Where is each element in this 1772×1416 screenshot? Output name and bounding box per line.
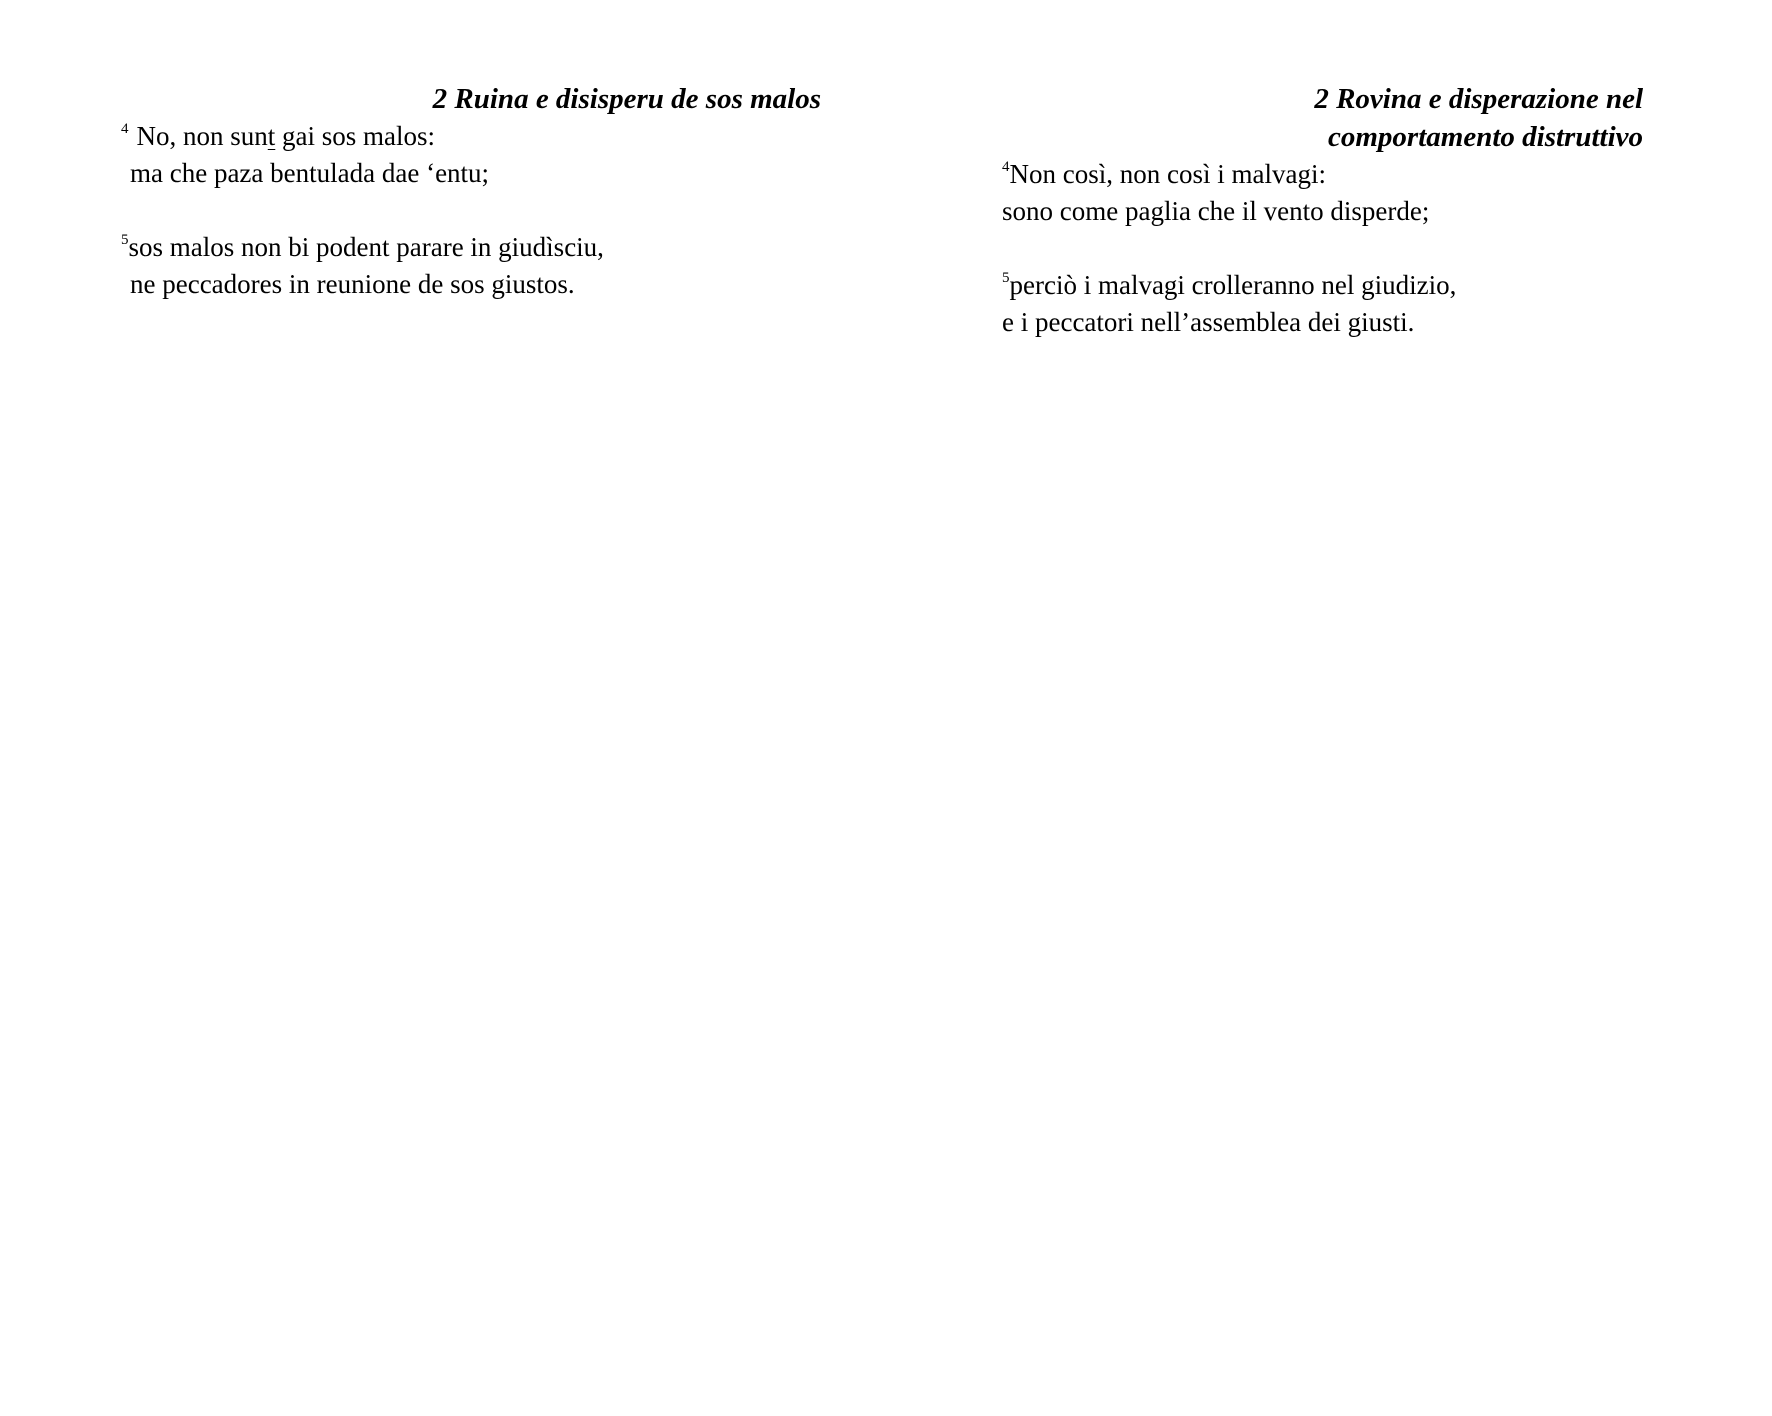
right-heading [943, 80, 1643, 156]
right-verses [1002, 156, 1642, 341]
left-verse-4-line-1 [121, 118, 761, 155]
left-verse-4 [121, 118, 761, 192]
right-verse-5 [1002, 267, 1642, 341]
right-verse-5-line-1 [1002, 267, 1642, 304]
left-verse-4-line-2: ma che paza bentulada dae ‘entu; [130, 158, 490, 188]
left-verse-5-line-2: ne peccadores in reunione de sos giustos. [130, 269, 575, 299]
verse-number: 4 [121, 121, 129, 137]
left-heading: 2 Ruina e disisperu de sos malos [432, 83, 821, 115]
underlined-letter: t [267, 121, 276, 151]
verse-text: gai sos malos: [275, 121, 436, 151]
verse-number: 5 [121, 232, 129, 248]
right-verse-4-line-1 [1002, 156, 1642, 193]
verse-text: Non così, non così i malvagi: [1009, 159, 1326, 189]
verse-text: perciò i malvagi crolleranno nel giudizio, [1009, 270, 1457, 300]
right-heading-line-1: 2 Rovina e disperazione nel [1314, 83, 1643, 115]
verse-number: 5 [1002, 270, 1010, 286]
verse-number: 4 [1002, 159, 1010, 175]
right-verse-4-line-2: sono come paglia che il vento disperde; [1002, 196, 1430, 226]
left-verses [121, 118, 761, 303]
right-verse-5-line-2: e i peccatori nell’assemblea dei giusti. [1002, 307, 1415, 337]
right-heading-line-2: comportamento distruttivo [1328, 121, 1643, 153]
verse-text: sos malos non bi podent parare in giudìsciu, [128, 232, 604, 262]
verse-text: No, non sun [136, 121, 268, 151]
right-verse-4 [1002, 156, 1642, 230]
left-verse-5 [121, 229, 761, 303]
left-verse-5-line-1 [121, 229, 761, 266]
